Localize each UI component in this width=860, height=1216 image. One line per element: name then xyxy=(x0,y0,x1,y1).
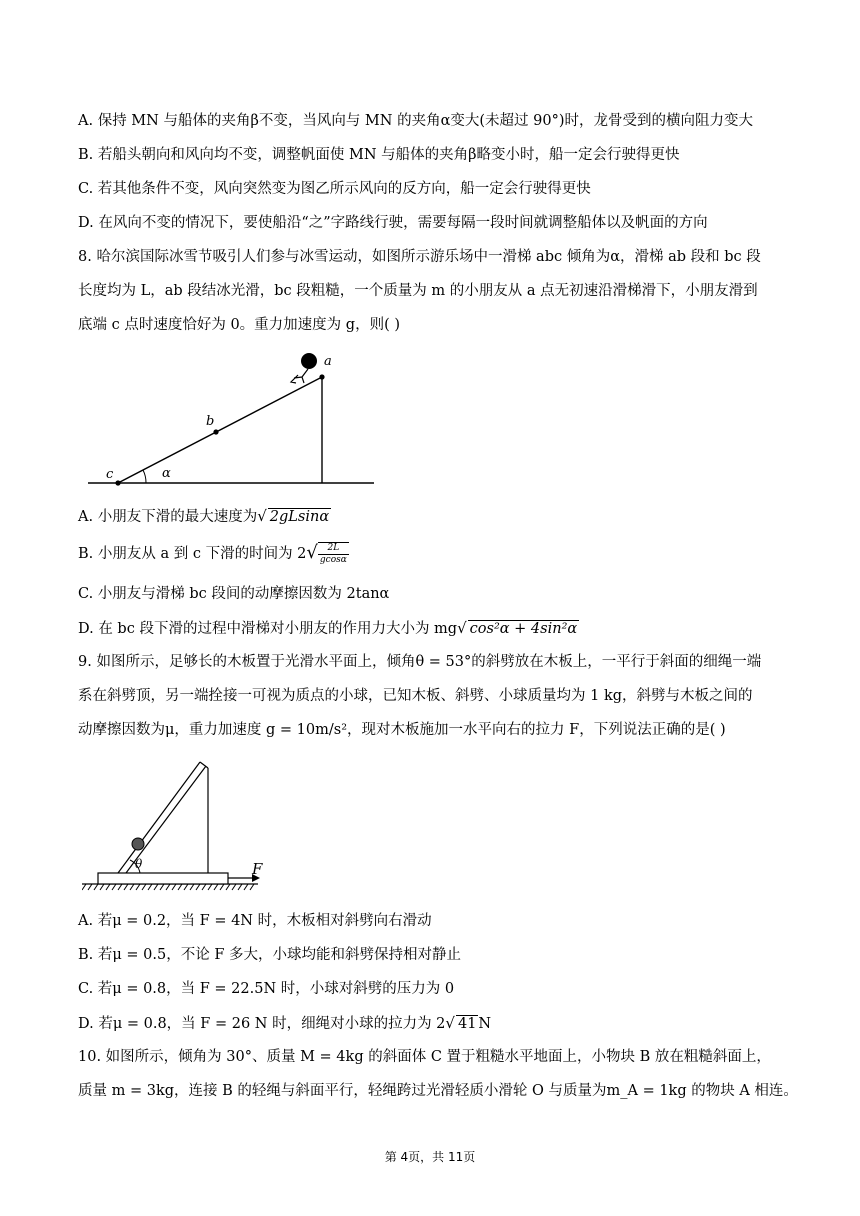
q7-option-c: C. 若其他条件不变，风向突然变为图乙所示风向的反方向，船一定会行驶得更快 xyxy=(78,181,591,197)
label-a: a xyxy=(324,354,332,369)
q8-option-c: C. 小朋友与滑梯 bc 段间的动摩擦因数为 2tanα xyxy=(78,586,390,602)
q8-stem-line-3: 底端 c 点时速度恰好为 0。重力加速度为 g，则( ) xyxy=(78,317,400,333)
q9-option-a: A. 若μ = 0.2，当 F = 4N 时，木板相对斜劈向右滑动 xyxy=(78,913,432,929)
q8-stem-line-2: 长度均为 L，ab 段结冰光滑，bc 段粗糙，一个质量为 m 的小朋友从 a 点无初速沿滑梯滑下，小朋友滑到 xyxy=(78,283,758,299)
child-head xyxy=(301,353,317,369)
child-body xyxy=(291,369,308,383)
slope-line xyxy=(118,377,322,483)
q9-option-c: C. 若μ = 0.8，当 F = 22.5N 时，小球对斜劈的压力为 0 xyxy=(78,981,455,997)
q8-option-b-numerator: 2L xyxy=(318,543,349,555)
label-force: F xyxy=(252,860,263,878)
q9-option-b: B. 若μ = 0.5，不论 F 多大，小球均能和斜劈保持相对静止 xyxy=(78,947,462,963)
page-footer: 第 4页，共 11页 xyxy=(384,1150,476,1164)
q8-option-a-sqrt: 2gLsinα xyxy=(269,509,330,525)
q9-stem-line-2: 系在斜劈顶，另一端拴接一可视为质点的小球，已知木板、斜劈、小球质量均为 1 kg，斜劈与木板之间的 xyxy=(78,688,753,704)
q8-slide-figure xyxy=(88,345,388,495)
point-a xyxy=(319,374,324,379)
q8-option-b-denominator: gcosα xyxy=(319,555,347,565)
q9-stem-line-3: 动摩擦因数为μ，重力加速度 g = 10m/s²，现对木板施加一水平向右的拉力 F，下列说法正确的是( ) xyxy=(78,722,726,738)
point-b xyxy=(213,429,218,434)
wooden-board xyxy=(98,873,228,884)
label-b: b xyxy=(206,414,215,429)
angle-arc xyxy=(143,470,146,483)
q7-option-b: B. 若船头朝向和风向均不变，调整帆面使 MN 与船体的夹角β略变小时，船一定会行驶得更快 xyxy=(78,147,680,163)
q9-option-d-sqrt: 41 xyxy=(457,1016,477,1032)
q10-stem-line-1: 10. 如图所示，倾角为 30°、质量 M = 4kg 的斜面体 C 置于粗糙水平地面上，小物块 B 放在粗糙斜面上， xyxy=(78,1049,771,1065)
point-c xyxy=(115,480,120,485)
q8-option-b: B. 小朋友从 a 到 c 下滑的时间为 2√ $\frac{2L}{gcos\alpha}$ xyxy=(78,542,347,565)
label-c: c xyxy=(106,467,114,482)
floor-hatching xyxy=(82,884,254,890)
q8-option-d-sqrt: cos²α + 4sin²α xyxy=(469,621,578,637)
q9-stem-line-1: 9. 如图所示，足够长的木板置于光滑水平面上，倾角θ = 53°的斜劈放在木板上，一平行于斜面的细绳一端 xyxy=(78,654,762,670)
q7-option-d: D. 在风向不变的情况下，要使船沿“之”字路线行驶，需要每隔一段时间就调整船体以及帆面的方向 xyxy=(78,215,708,231)
q10-stem-line-2: 质量 m = 3kg，连接 B 的轻绳与斜面平行，轻绳跨过光滑轻质小滑轮 O 与质量为m_A = 1kg 的物块 A 相连。 xyxy=(78,1083,798,1099)
q8-stem-line-1: 8. 哈尔滨国际冰雪节吸引人们参与冰雪运动，如图所示游乐场中一滑梯 abc 倾角为α，滑梯 ab 段和 bc 段 xyxy=(78,249,761,265)
q9-option-d-text: D. 若μ = 0.8，当 F = 26 N 时，细绳对小球的拉力为 2 xyxy=(78,1016,446,1032)
wedge-slope-edge xyxy=(118,762,200,873)
q9-option-d-unit: N xyxy=(478,1016,492,1032)
small-ball xyxy=(132,838,144,850)
q8-option-a-text: A. 小朋友下滑的最大速度为 xyxy=(78,509,258,525)
label-alpha: α xyxy=(162,466,171,481)
q9-wedge-figure xyxy=(82,752,282,896)
q8-option-a: A. 小朋友下滑的最大速度为√ 2gLsinα xyxy=(78,507,330,525)
q9-option-d: D. 若μ = 0.8，当 F = 26 N 时，细绳对小球的拉力为 2√ 41 N xyxy=(78,1014,492,1032)
q8-option-d-text: D. 在 bc 段下滑的过程中滑梯对小朋友的作用力大小为 mg xyxy=(78,621,458,637)
q8-option-d: D. 在 bc 段下滑的过程中滑梯对小朋友的作用力大小为 mg√ cos²α + 4sin²α xyxy=(78,619,578,637)
wedge-top xyxy=(200,762,208,768)
q8-option-b-text: B. 小朋友从 a 到 c 下滑的时间为 2 xyxy=(78,546,307,562)
label-theta: θ xyxy=(135,857,143,871)
q7-option-a: A. 保持 MN 与船体的夹角β不变，当风向与 MN 的夹角α变大(未超过 90°)时，龙骨受到的横向阻力变大 xyxy=(78,113,753,129)
